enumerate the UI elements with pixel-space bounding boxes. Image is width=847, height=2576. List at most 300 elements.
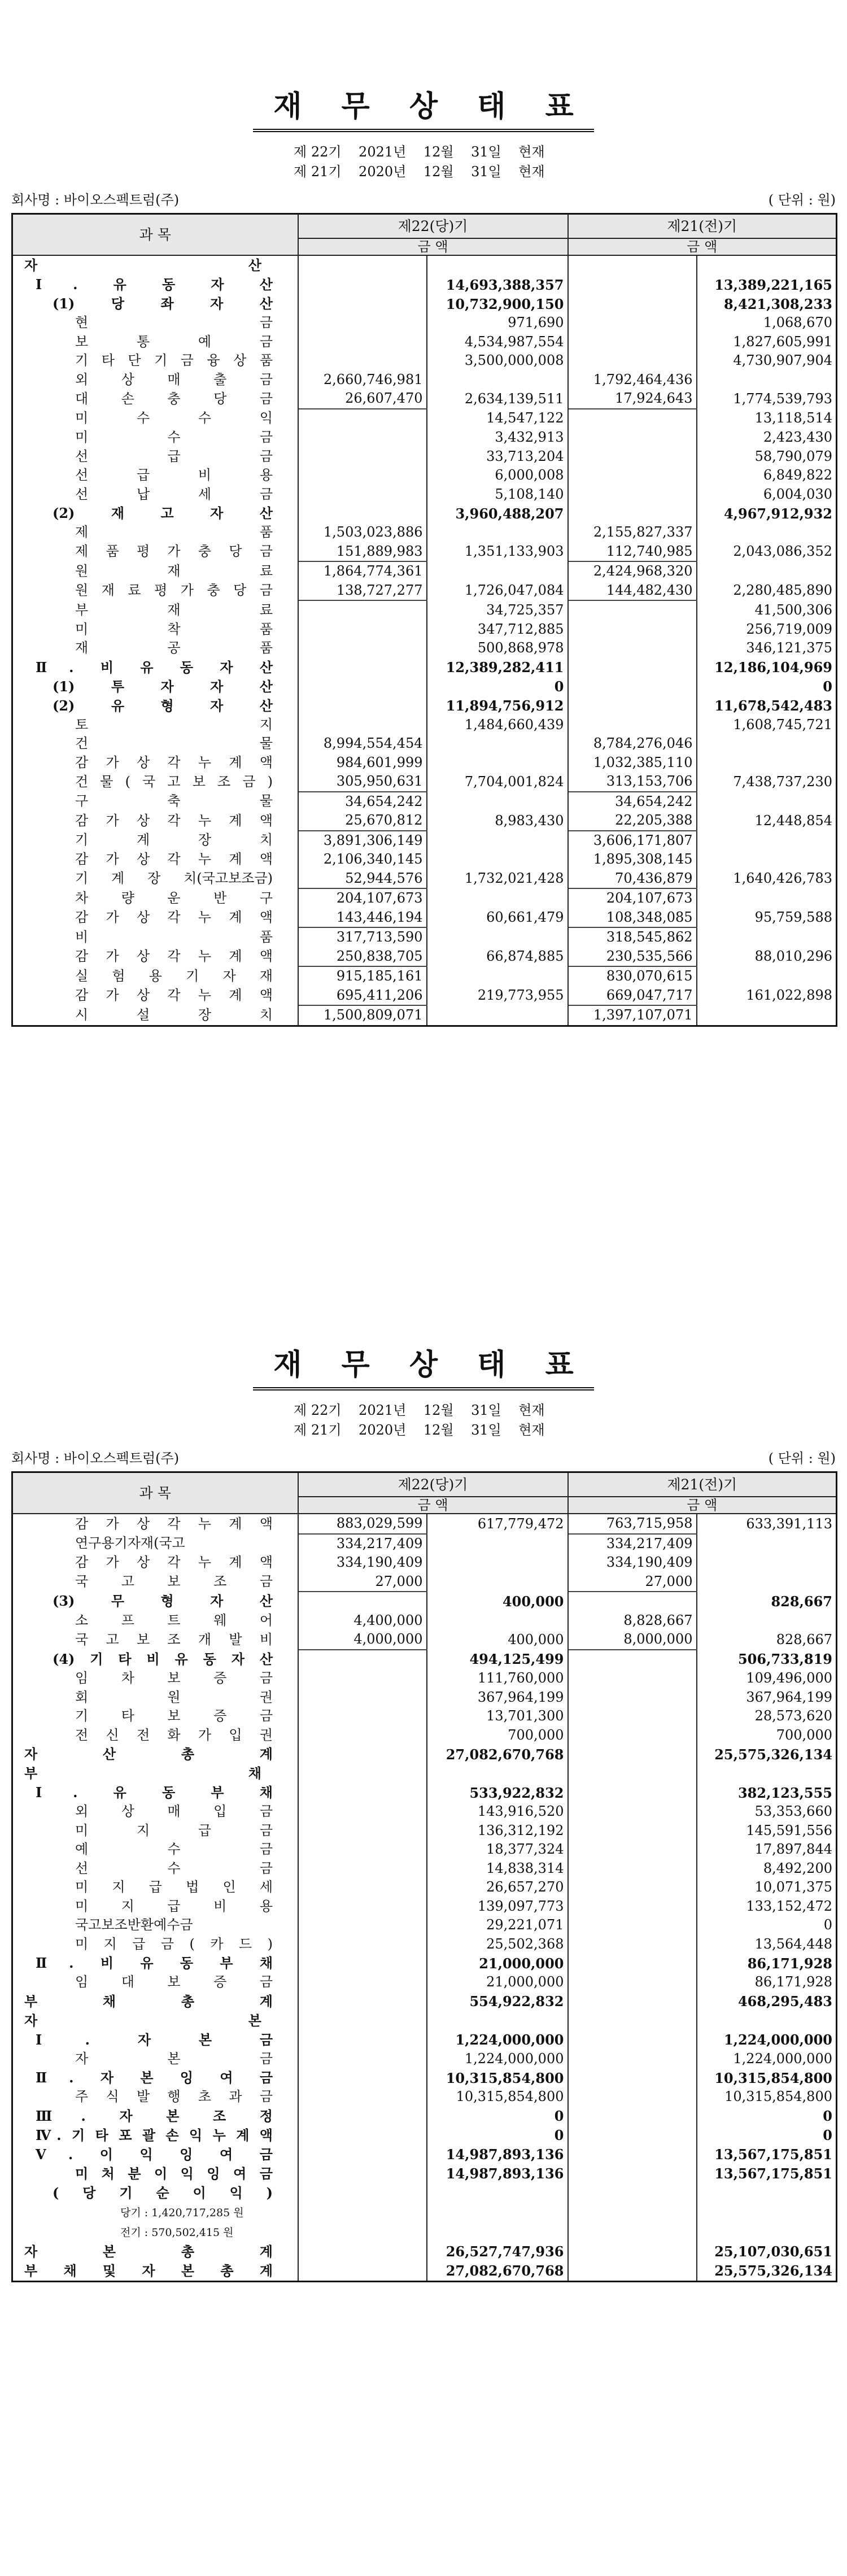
header-prior-period: 제21(전)기 (568, 214, 837, 239)
account-cell (12, 2242, 298, 2261)
amount-prior-detail (568, 255, 697, 275)
amount-prior-total: 0 (697, 1916, 837, 1935)
account-cell (12, 313, 298, 333)
amount-prior-total: 11,678,542,483 (697, 696, 837, 716)
account-cell (12, 1534, 298, 1554)
amount-prior-total: 0 (697, 2126, 837, 2145)
account-name: 감 가 상 각 누 계 액 (75, 909, 273, 926)
amount-current-detail (298, 275, 427, 294)
table-row (12, 1821, 837, 1841)
account-name: Ⅰ. 자 본 금 (36, 2031, 273, 2048)
amount-prior-total (697, 255, 837, 275)
account-name: 미 지 급 금 (75, 1822, 273, 1838)
amount-prior-total: 12,186,104,969 (697, 658, 837, 677)
amount-prior-total: 8,421,308,233 (697, 294, 837, 313)
amount-current-total: 1,484,660,439 (427, 716, 568, 735)
account-name: 실 험 용 기 자 재 (75, 967, 273, 984)
amount-prior-detail: 34,654,242 (568, 792, 697, 812)
table-row (12, 1707, 837, 1726)
header-current-period: 제22(당)기 (298, 214, 568, 239)
company-name: 회사명 : 바이오스펙트럼(주) (11, 192, 180, 208)
amount-current-detail (298, 2203, 427, 2222)
amount-prior-detail (568, 351, 697, 371)
account-name: (2) 재 고 자 산 (53, 505, 273, 521)
amount-prior-total (697, 753, 837, 773)
table-row (12, 850, 837, 869)
table-row (12, 294, 837, 313)
table-row (12, 1802, 837, 1821)
amount-prior-total: 367,964,199 (697, 1688, 837, 1707)
amount-current-detail (298, 1859, 427, 1878)
amount-prior-detail (568, 1669, 697, 1688)
account-name: 비 품 (75, 929, 273, 945)
amount-prior-total (697, 1553, 837, 1572)
amount-current-total: 10,315,854,800 (427, 2068, 568, 2087)
account-name: 제 품 평 가 충 당 금 (75, 543, 273, 560)
amount-prior-total: 13,564,448 (697, 1935, 837, 1954)
amount-current-total: 0 (427, 677, 568, 696)
amount-prior-total: 28,573,620 (697, 1707, 837, 1726)
account-cell (12, 504, 298, 523)
amount-current-total (427, 753, 568, 773)
table-row (12, 447, 837, 467)
amount-prior-total: 1,224,000,000 (697, 2050, 837, 2069)
account-name: 자 산 (24, 257, 261, 273)
account-name: 국 고 보 조 개 발 비 (75, 1631, 273, 1647)
amount-current-detail: 138,727,277 (298, 581, 427, 601)
amount-prior-detail (568, 1802, 697, 1821)
account-name: Ⅳ. 기 타 포 괄 손 익 누 계 액 (36, 2126, 273, 2143)
amount-current-detail (298, 639, 427, 658)
amount-current-detail (298, 294, 427, 313)
amount-current-total (427, 792, 568, 812)
amount-prior-detail (568, 1878, 697, 1897)
account-cell (12, 371, 298, 390)
table-row (12, 831, 837, 851)
table-row (12, 869, 837, 889)
amount-prior-detail (568, 294, 697, 313)
amount-prior-detail (568, 1783, 697, 1802)
table-row (12, 409, 837, 429)
account-name: 감 가 상 각 누 계 액 (75, 1554, 273, 1571)
amount-current-detail: 26,607,470 (298, 389, 427, 409)
period-prior: 제 21기 2020년 12월 31일 현재 (294, 1422, 545, 1438)
table-row (12, 658, 837, 677)
amount-prior-detail (568, 2145, 697, 2164)
account-name: 주 식 발 행 초 과 금 (75, 2089, 273, 2105)
amount-current-total: 1,224,000,000 (427, 2030, 568, 2050)
account-name: 소 프 트 웨 어 (75, 1612, 273, 1628)
amount-current-total (427, 966, 568, 986)
account-cell (12, 2222, 298, 2242)
table-row (12, 1916, 837, 1935)
table-row (12, 1783, 837, 1802)
account-cell (12, 811, 298, 831)
account-cell (12, 869, 298, 889)
table-row (12, 1954, 837, 1973)
header-current-period: 제22(당)기 (298, 1472, 568, 1497)
amount-prior-total: 8,492,200 (697, 1859, 837, 1878)
amount-prior-total: 633,391,113 (697, 1514, 837, 1534)
amount-current-total: 4,534,987,554 (427, 333, 568, 352)
account-name: (2) 유 형 자 산 (53, 697, 273, 714)
amount-prior-detail (568, 1916, 697, 1935)
amount-prior-total: 2,280,485,890 (697, 581, 837, 601)
table-row (12, 2183, 837, 2203)
amount-current-detail: 334,190,409 (298, 1553, 427, 1572)
account-cell (12, 2203, 298, 2222)
amount-current-total: 33,713,204 (427, 447, 568, 467)
account-name: 국고보조반환예수금 (75, 1917, 193, 1933)
amount-current-detail: 151,889,983 (298, 542, 427, 562)
table-row (12, 1859, 837, 1878)
account-cell (12, 1859, 298, 1878)
amount-current-total: 1,732,021,428 (427, 869, 568, 889)
account-cell (12, 2261, 298, 2282)
table-row (12, 1669, 837, 1688)
account-cell (12, 1514, 298, 1534)
account-name: 당기 : 1,420,717,285 원 (120, 2206, 244, 2219)
amount-prior-total (697, 1534, 837, 1554)
account-cell (12, 389, 298, 409)
unit-label: ( 단위 : 원) (768, 192, 836, 208)
account-name: 전 신 전 화 가 입 권 (75, 1727, 273, 1743)
amount-prior-total: 41,500,306 (697, 600, 837, 620)
account-cell (12, 2183, 298, 2203)
amount-current-total (427, 523, 568, 542)
amount-current-total: 26,527,747,936 (427, 2242, 568, 2261)
account-name: 감 가 상 각 누 계 액 (75, 948, 273, 965)
amount-current-detail (298, 2145, 427, 2164)
amount-current-total: 14,838,314 (427, 1859, 568, 1878)
amount-current-detail: 2,106,340,145 (298, 850, 427, 869)
account-cell (12, 1707, 298, 1726)
amount-current-detail (298, 428, 427, 447)
account-cell (12, 523, 298, 542)
table-row (12, 716, 837, 735)
amount-prior-detail: 1,397,107,071 (568, 1005, 697, 1026)
amount-current-detail (298, 716, 427, 735)
amount-current-total: 11,894,756,912 (427, 696, 568, 716)
account-name: ( 당 기 순 이 익 ) (53, 2184, 273, 2201)
amount-current-detail (298, 1802, 427, 1821)
amount-current-total (427, 1534, 568, 1554)
amount-prior-total: 161,022,898 (697, 986, 837, 1006)
amount-current-total: 111,760,000 (427, 1669, 568, 1688)
amount-prior-detail (568, 658, 697, 677)
account-name: Ⅲ. 자 본 조 정 (36, 2107, 273, 2124)
account-name: 감 가 상 각 누 계 액 (75, 851, 273, 868)
amount-prior-total: 86,171,928 (697, 1973, 837, 1992)
amount-prior-detail (568, 639, 697, 658)
account-cell (12, 1688, 298, 1707)
account-cell (12, 772, 298, 792)
amount-prior-total (697, 1572, 837, 1592)
amount-prior-detail: 108,348,085 (568, 908, 697, 928)
amount-prior-total (697, 734, 837, 753)
account-name: (4) 기 타 비 유 동 자 산 (53, 1650, 273, 1667)
account-cell (12, 428, 298, 447)
table-row (12, 1592, 837, 1611)
amount-current-detail: 27,000 (298, 1572, 427, 1592)
table-row (12, 2068, 837, 2087)
amount-current-total: 1,726,047,084 (427, 581, 568, 601)
account-name: 시 설 장 치 (75, 1006, 273, 1023)
account-name: 감 가 상 각 누 계 액 (75, 812, 273, 829)
amount-current-detail (298, 1840, 427, 1859)
account-cell (12, 1973, 298, 1992)
account-name: 재 공 품 (75, 640, 273, 656)
account-cell (12, 333, 298, 352)
amount-prior-total: 13,567,175,851 (697, 2164, 837, 2183)
amount-prior-total: 0 (697, 677, 837, 696)
amount-prior-total (697, 2222, 837, 2242)
amount-current-total: 29,221,071 (427, 1916, 568, 1935)
amount-current-total: 21,000,000 (427, 1973, 568, 1992)
account-cell (12, 1935, 298, 1954)
table-row (12, 986, 837, 1006)
amount-prior-total (697, 1764, 837, 1783)
table-row (12, 1572, 837, 1592)
account-cell (12, 1821, 298, 1841)
account-name: 제 품 (75, 524, 273, 541)
amount-prior-detail: 830,070,615 (568, 966, 697, 986)
account-name: 현 금 (75, 315, 273, 331)
account-name: Ⅴ. 이 익 잉 여 금 (36, 2146, 273, 2163)
amount-prior-detail (568, 1821, 697, 1841)
amount-prior-total: 828,667 (697, 1592, 837, 1611)
amount-prior-detail (568, 2242, 697, 2261)
amount-current-detail: 883,029,599 (298, 1514, 427, 1534)
table-row (12, 428, 837, 447)
account-name: 선 납 세 금 (75, 486, 273, 502)
account-name: 미 처 분 이 익 잉 여 금 (75, 2165, 273, 2182)
table-row (12, 371, 837, 390)
amount-prior-total: 86,171,928 (697, 1954, 837, 1973)
account-name: 대 손 충 당 금 (75, 390, 273, 407)
account-cell (12, 485, 298, 504)
table-row (12, 1935, 837, 1954)
amount-current-total: 143,916,520 (427, 1802, 568, 1821)
amount-current-detail (298, 1821, 427, 1841)
account-cell (12, 1592, 298, 1611)
account-name: 건 물 (75, 735, 273, 752)
amount-current-detail (298, 600, 427, 620)
account-name: 부 재 료 (75, 601, 273, 618)
account-cell (12, 986, 298, 1006)
account-cell (12, 1764, 298, 1783)
amount-current-detail (298, 620, 427, 639)
amount-prior-total: 828,667 (697, 1630, 837, 1650)
account-name: 전기 : 570,502,415 원 (120, 2226, 234, 2239)
table-row (12, 1764, 837, 1783)
account-name: 감 가 상 각 누 계 액 (75, 987, 273, 1004)
amount-current-total: 139,097,773 (427, 1897, 568, 1916)
account-name: 구 축 물 (75, 793, 273, 809)
amount-current-total: 14,987,893,136 (427, 2145, 568, 2164)
table-row (12, 1745, 837, 1764)
account-name: (1) 투 자 자 산 (53, 678, 273, 695)
amount-current-total: 347,712,885 (427, 620, 568, 639)
amount-prior-detail (568, 600, 697, 620)
amount-prior-total (697, 1005, 837, 1026)
account-cell (12, 716, 298, 735)
table-row (12, 1897, 837, 1916)
amount-current-total: 533,922,832 (427, 1783, 568, 1802)
amount-current-detail: 52,944,576 (298, 869, 427, 889)
amount-current-detail (298, 447, 427, 467)
amount-current-detail (298, 2242, 427, 2261)
account-cell (12, 1802, 298, 1821)
account-name: 회 원 권 (75, 1689, 273, 1705)
amount-current-detail (298, 1973, 427, 1992)
amount-current-total: 6,000,008 (427, 466, 568, 485)
amount-current-total: 2,634,139,511 (427, 389, 568, 409)
amount-prior-detail (568, 677, 697, 696)
amount-current-total: 1,224,000,000 (427, 2050, 568, 2069)
title-wrap (0, 85, 847, 132)
account-name: 건 물 ( 국 고 보 조 금 ) (75, 773, 273, 790)
table-body (12, 255, 837, 1026)
account-cell (12, 850, 298, 869)
amount-current-detail (298, 2068, 427, 2087)
amount-current-total (427, 2183, 568, 2203)
amount-current-total (427, 561, 568, 581)
amount-prior-detail: 8,784,276,046 (568, 734, 697, 753)
document-title: 재 무 상 태 표 (253, 85, 594, 132)
amount-current-detail: 695,411,206 (298, 986, 427, 1006)
amount-prior-detail (568, 620, 697, 639)
amount-prior-total: 700,000 (697, 1726, 837, 1745)
account-cell (12, 542, 298, 562)
amount-current-detail: 305,950,631 (298, 772, 427, 792)
amount-prior-detail (568, 2087, 697, 2107)
account-cell (12, 1783, 298, 1802)
amount-current-detail (298, 313, 427, 333)
amount-current-detail: 334,217,409 (298, 1534, 427, 1554)
amount-prior-total (697, 2011, 837, 2030)
amount-prior-detail (568, 485, 697, 504)
amount-prior-detail: 1,032,385,110 (568, 753, 697, 773)
amount-current-total (427, 927, 568, 947)
account-name: 미 지 급 법 인 세 (75, 1879, 273, 1895)
table-row (12, 581, 837, 601)
amount-current-detail (298, 2222, 427, 2242)
amount-prior-total: 88,010,296 (697, 947, 837, 967)
amount-current-detail: 915,185,161 (298, 966, 427, 986)
table-row (12, 811, 837, 831)
amount-current-total (427, 1764, 568, 1783)
amount-prior-total (697, 1611, 837, 1631)
amount-prior-total: 13,118,514 (697, 409, 837, 429)
account-cell (12, 294, 298, 313)
header-prior-amount: 금 액 (568, 1497, 837, 1514)
balance-sheet-table (11, 213, 837, 1027)
amount-current-total (427, 1611, 568, 1631)
amount-current-total: 10,315,854,800 (427, 2087, 568, 2107)
table-row (12, 620, 837, 639)
amount-prior-detail (568, 1859, 697, 1878)
amount-current-detail (298, 2087, 427, 2107)
amount-current-total (427, 371, 568, 390)
table-row (12, 696, 837, 716)
amount-current-total (427, 734, 568, 753)
amount-prior-total (697, 888, 837, 908)
amount-prior-total (697, 523, 837, 542)
amount-prior-total: 10,315,854,800 (697, 2068, 837, 2087)
table-row (12, 2145, 837, 2164)
table-row (12, 753, 837, 773)
account-name: 자 본 총 계 (24, 2243, 273, 2260)
amount-current-total (427, 255, 568, 275)
amount-current-total (427, 2011, 568, 2030)
amount-prior-detail (568, 313, 697, 333)
account-cell (12, 2107, 298, 2126)
account-cell (12, 2126, 298, 2145)
table-row (12, 1726, 837, 1745)
account-cell (12, 581, 298, 601)
account-name: 자 산 총 계 (24, 1746, 273, 1762)
amount-current-detail (298, 1935, 427, 1954)
amount-prior-detail (568, 1745, 697, 1764)
amount-prior-total: 133,152,472 (697, 1897, 837, 1916)
amount-current-total (427, 850, 568, 869)
amount-current-total: 27,082,670,768 (427, 1745, 568, 1764)
amount-prior-detail: 112,740,985 (568, 542, 697, 562)
header-prior-amount: 금 액 (568, 238, 837, 255)
account-cell (12, 275, 298, 294)
table-row (12, 1878, 837, 1897)
table-row (12, 389, 837, 409)
amount-current-total: 26,657,270 (427, 1878, 568, 1897)
table-row (12, 1553, 837, 1572)
document-title: 재 무 상 태 표 (253, 1343, 594, 1391)
table-row (12, 351, 837, 371)
account-cell (12, 561, 298, 581)
account-cell (12, 2164, 298, 2183)
amount-prior-detail (568, 696, 697, 716)
amount-prior-total: 506,733,819 (697, 1650, 837, 1670)
amount-current-total: 27,082,670,768 (427, 2261, 568, 2282)
amount-current-detail (298, 2107, 427, 2126)
account-name: 미 착 품 (75, 621, 273, 637)
amount-current-total: 500,868,978 (427, 639, 568, 658)
account-cell (12, 1650, 298, 1670)
table-row (12, 2203, 837, 2222)
amount-prior-total (697, 371, 837, 390)
amount-current-total: 0 (427, 2126, 568, 2145)
amount-prior-detail (568, 2126, 697, 2145)
account-name: 자 본 (24, 2012, 261, 2029)
table-row (12, 927, 837, 947)
amount-prior-detail: 17,924,643 (568, 389, 697, 409)
amount-prior-detail (568, 409, 697, 429)
header-prior-period: 제21(전)기 (568, 1472, 837, 1497)
amount-current-total: 34,725,357 (427, 600, 568, 620)
account-cell (12, 1572, 298, 1592)
amount-current-detail: 143,446,194 (298, 908, 427, 928)
account-name: 임 차 보 증 금 (75, 1670, 273, 1686)
amount-current-detail (298, 255, 427, 275)
amount-current-total: 367,964,199 (427, 1688, 568, 1707)
table-row (12, 2011, 837, 2030)
account-cell (12, 1553, 298, 1572)
account-name: 미 수 금 (75, 429, 273, 446)
amount-current-detail: 4,400,000 (298, 1611, 427, 1631)
amount-prior-total: 1,608,745,721 (697, 716, 837, 735)
account-cell (12, 658, 298, 677)
account-cell (12, 734, 298, 753)
